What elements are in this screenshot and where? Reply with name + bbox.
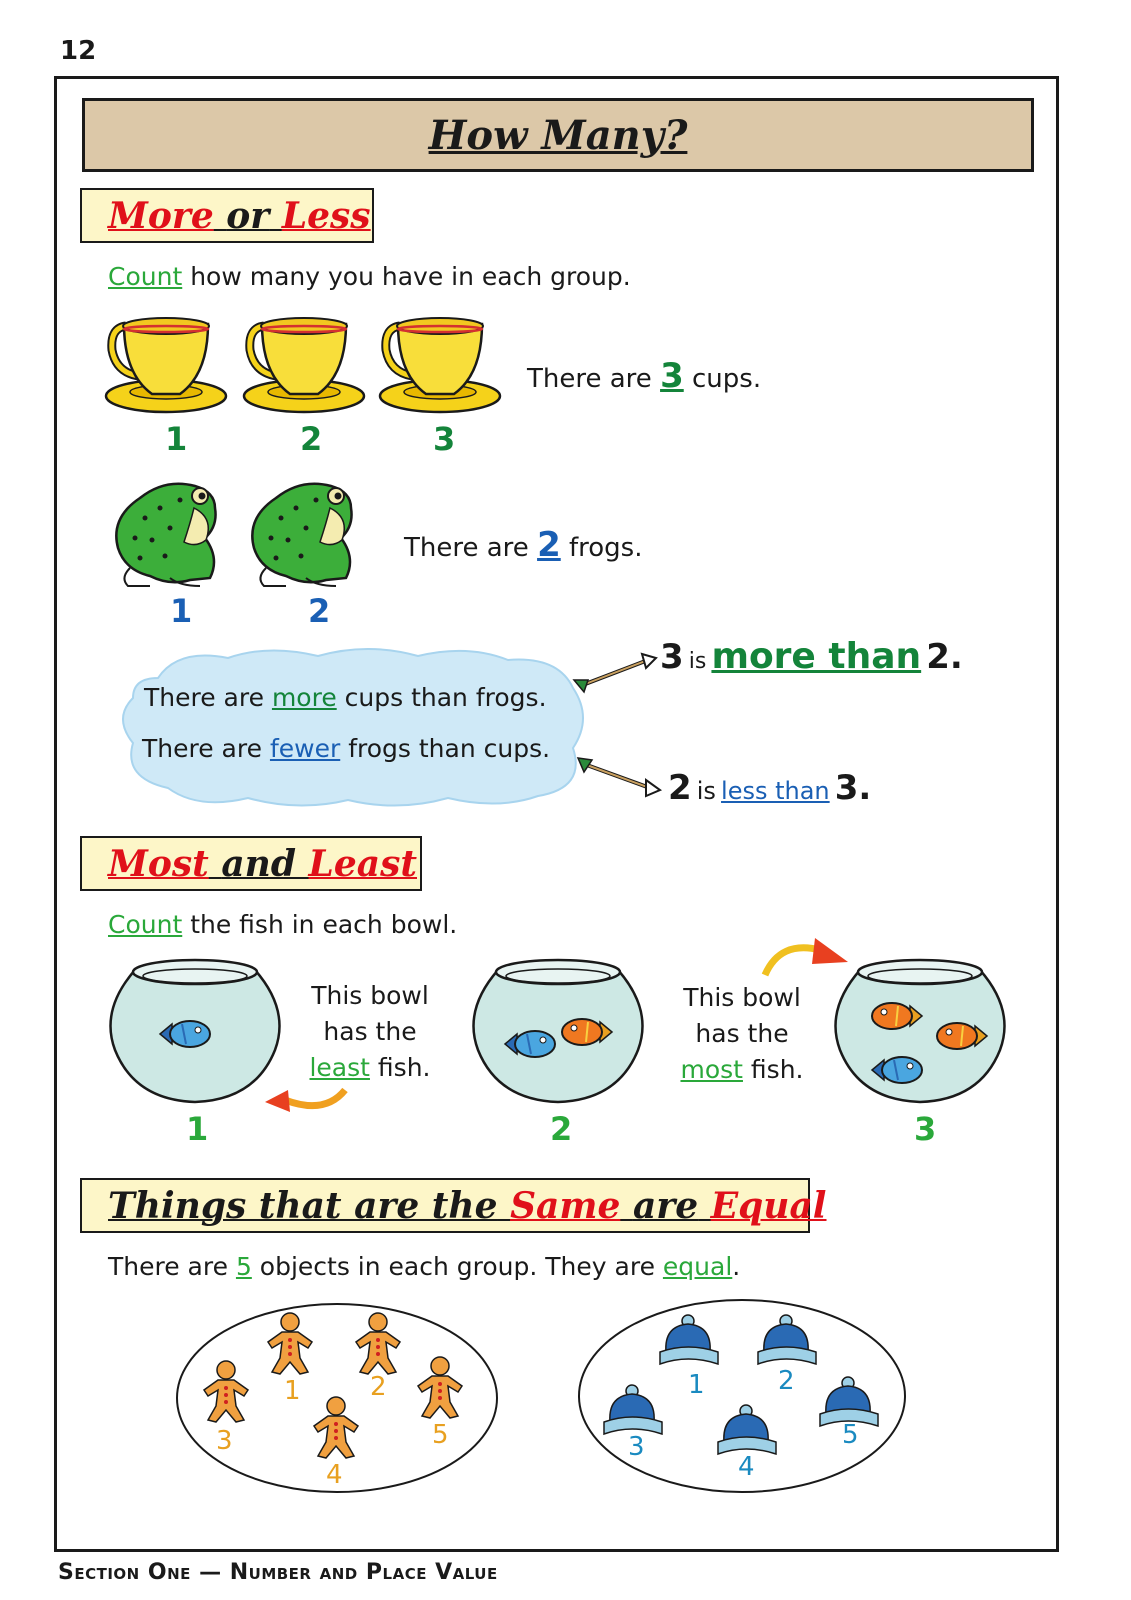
heading-same: Same <box>510 1184 621 1227</box>
least-line-2: has the <box>323 1017 417 1046</box>
less-b: 3. <box>834 768 872 808</box>
page-title: How Many? <box>428 111 688 159</box>
cups-illustration <box>100 310 510 420</box>
cloud2-word: fewer <box>269 734 341 763</box>
cups-post: cups. <box>692 364 762 394</box>
least-post: fish. <box>377 1053 431 1082</box>
fish-instruction-text: the fish in each bowl. <box>190 910 458 939</box>
comparison-cloud <box>118 648 588 808</box>
cup-label-2: 2 <box>300 420 323 458</box>
ginger-label-3: 3 <box>216 1426 233 1456</box>
ginger-label-1: 1 <box>284 1376 301 1406</box>
frogs-illustration <box>108 476 368 591</box>
frog-2-icon <box>252 484 351 586</box>
section-heading-most-and-least <box>80 836 422 891</box>
equal-mid: objects in each group. They are <box>259 1252 655 1281</box>
cups-count: 3 <box>660 356 684 396</box>
more-than-statement <box>660 636 963 677</box>
most-word: most <box>680 1055 743 1084</box>
hat-label-1: 1 <box>688 1370 705 1400</box>
more-phrase: more than <box>711 636 922 677</box>
heading-or: or <box>226 194 270 237</box>
arrow-up-icon <box>574 654 656 692</box>
section-heading-same-equal <box>80 1178 827 1233</box>
more-b: 2. <box>926 637 963 677</box>
count-word: Count <box>108 262 183 291</box>
hat-label-2: 2 <box>778 1366 795 1396</box>
heading-equal: Equal <box>710 1184 827 1227</box>
cloud-line-1 <box>144 683 547 712</box>
frog-1-icon <box>116 484 215 586</box>
fishbowls-illustration <box>100 930 1020 1120</box>
heading-are: are <box>632 1184 699 1227</box>
equal-word: equal <box>662 1252 733 1281</box>
cups-sentence <box>527 356 761 396</box>
less-is: is <box>696 777 716 805</box>
heading-less: Less <box>281 194 371 237</box>
equal-sentence <box>108 1252 740 1281</box>
frog-label-1: 1 <box>170 592 193 630</box>
hat-label-4: 4 <box>738 1452 755 1482</box>
cloud2-post: frogs than cups. <box>348 734 551 763</box>
cups-pre: There are <box>527 364 652 394</box>
page-footer <box>58 1560 498 1585</box>
cloud1-pre: There are <box>144 683 264 712</box>
cup-label-1: 1 <box>165 420 188 458</box>
frogs-count: 2 <box>537 525 561 565</box>
less-a: 2 <box>668 768 692 808</box>
ginger-label-5: 5 <box>432 1420 449 1450</box>
least-caption <box>300 978 440 1086</box>
hat-label-5: 5 <box>842 1420 859 1450</box>
least-line-1: This bowl <box>311 981 429 1010</box>
least-word: least <box>309 1053 370 1082</box>
frogs-pre: There are <box>404 533 529 563</box>
footer-topic: Number and Place Value <box>229 1560 498 1585</box>
most-post: fish. <box>750 1055 804 1084</box>
heading-most: Most <box>108 842 209 885</box>
bowl-1-icon <box>111 960 280 1102</box>
count-instruction <box>108 262 631 291</box>
most-caption <box>672 980 812 1088</box>
bowl-2-icon <box>474 960 643 1102</box>
equal-num: 5 <box>235 1252 252 1281</box>
section-heading-more-or-less <box>80 188 374 243</box>
cloud-line-2 <box>142 734 550 763</box>
count-word-2: Count <box>108 910 183 939</box>
bowl-label-2: 2 <box>550 1110 573 1148</box>
footer-dash: — <box>199 1560 222 1585</box>
equal-pre: There are <box>108 1252 228 1281</box>
most-line-1: This bowl <box>683 983 801 1012</box>
frogs-post: frogs. <box>569 533 643 563</box>
footer-section: Section One <box>58 1560 191 1585</box>
less-phrase: less than <box>721 777 830 805</box>
ginger-label-4: 4 <box>326 1460 343 1490</box>
more-is: is <box>688 649 707 674</box>
bowl-label-1: 1 <box>186 1110 209 1148</box>
least-arrow-icon <box>265 1090 345 1112</box>
instruction-text: how many you have in each group. <box>190 262 631 291</box>
more-a: 3 <box>660 637 684 677</box>
equal-end: . <box>732 1252 741 1281</box>
hat-label-3: 3 <box>628 1432 645 1462</box>
bowl-3-icon <box>836 960 1005 1102</box>
frog-label-2: 2 <box>308 592 331 630</box>
heading-more: More <box>108 194 214 237</box>
ginger-label-2: 2 <box>370 1372 387 1402</box>
frogs-sentence <box>404 525 643 565</box>
heading-and: and <box>221 842 296 885</box>
page-number: 12 <box>60 36 97 66</box>
cloud1-word: more <box>271 683 337 712</box>
arrows-illustration <box>570 650 670 800</box>
cup-1-icon <box>106 318 226 412</box>
heading-things: Things that are the <box>108 1184 498 1227</box>
cup-2-icon <box>244 318 364 412</box>
title-banner <box>82 98 1034 172</box>
cup-label-3: 3 <box>433 420 456 458</box>
most-line-2: has the <box>695 1019 789 1048</box>
heading-least: Least <box>308 842 417 885</box>
most-arrow-icon <box>765 938 848 975</box>
arrow-down-icon <box>578 758 660 796</box>
cup-3-icon <box>380 318 500 412</box>
cloud1-post: cups than frogs. <box>344 683 547 712</box>
bowl-label-3: 3 <box>914 1110 937 1148</box>
less-than-statement <box>668 768 871 808</box>
cloud2-pre: There are <box>142 734 262 763</box>
